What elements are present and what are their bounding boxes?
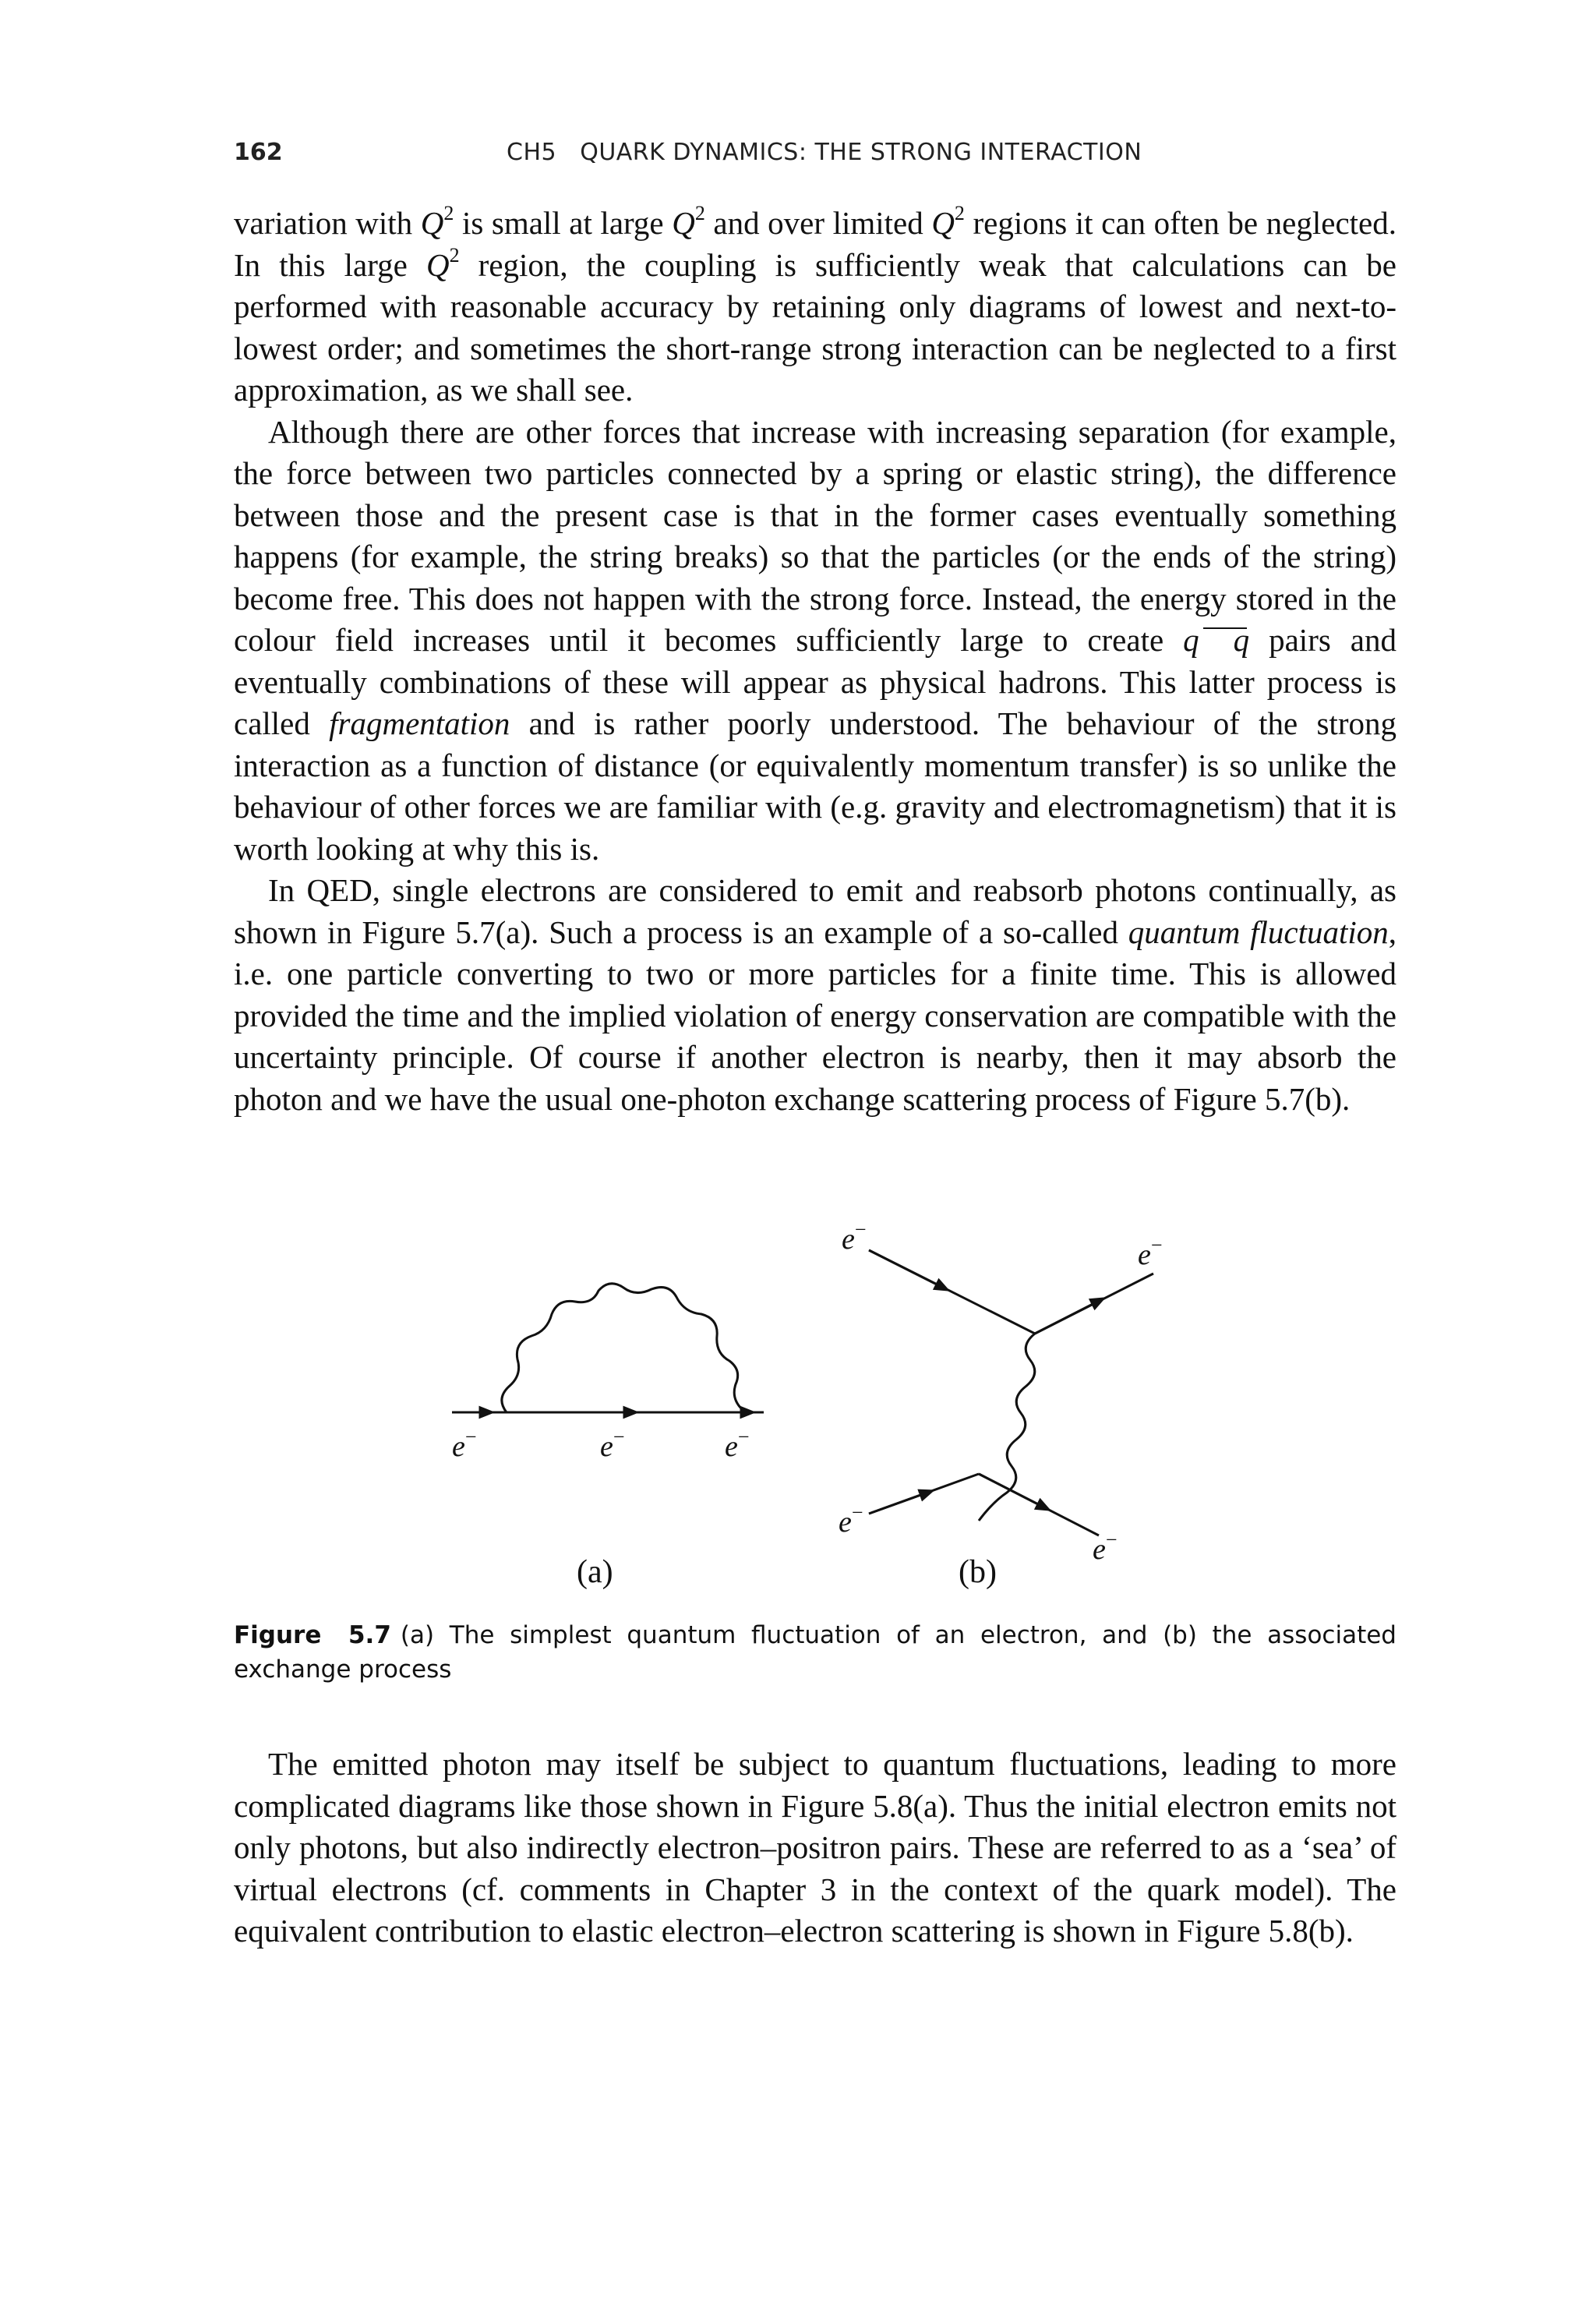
label-b-in-bottom: e− [839,1501,863,1539]
label-a-out: e− [725,1426,750,1463]
body-text-top [234,203,1396,1120]
paragraph-1: variation with $Q^2$ is small at large $Q^2$ and over limited $Q^2$ regions it can often be neglected. In this large $Q^2$ region, the coupling is sufficiently weak that calculations can be performed with reasonable accuracy by retaining only diagrams of lowest and next-to-lowest order; and sometimes the short-range strong interaction can be neglected to a first approximation, as we shall see. [234,202,1397,408]
paragraph-4: The emitted photon may itself be subject to quantum fluctuations, leading to more complicated diagrams like those shown in Figure 5.8(a). Thus the initial electron emits not only photons, but also indirectly electron–positron pairs. These are referred to as a ‘sea’ of virtual electrons (cf. comments in Chapter 3 in the context of the quark model). The equivalent contribution to elastic electron–electron scattering is shown in Figure 5.8(b). [234,1746,1396,1949]
feynman-diagrams [405,1208,1262,1613]
page-number: 162 [234,139,283,166]
label-b-out-top: e− [1138,1234,1163,1271]
label-b-out-bottom: e− [1093,1528,1118,1566]
label-a-mid: e− [600,1426,625,1463]
running-head [234,139,1396,173]
q-bar-symbol: q [1199,620,1250,662]
body-text-bottom [234,1744,1396,1952]
chapter-title: CH5 QUARK DYNAMICS: THE STRONG INTERACTION [507,139,1142,166]
figure-caption [234,1618,1396,1687]
exchanged-photon [979,1334,1035,1521]
label-b-in-top: e− [842,1218,867,1256]
paragraph-3: In QED, single electrons are considered to emit and reabsorb photons continually, as shown in Figure 5.7(a). Such a process is an example of a so-called quantum fluctuation, i.e. one particle converting to two or more particles for a finite time. This is allowed provided the time and the implied violation of energy conservation are compatible with the uncertainty principle. Of course if another electron is nearby, then it may absorb the photon and we have the usual one-photon exchange scattering process of Figure 5.7(b). [234,872,1396,1117]
label-a-in: e− [452,1426,477,1463]
figure-5-7 [405,1208,1262,1613]
panel-a-label: (a) [577,1554,613,1590]
figure-caption-ref: Figure 5.7 [234,1621,391,1649]
term-fragmentation: fragmentation [329,705,510,741]
diagram-b [839,1218,1163,1590]
diagram-a [452,1284,764,1590]
figure-caption-text: (a) The simplest quantum fluctuation of an electron, and (b) the associated exchange process [234,1621,1396,1684]
paragraph-2: Although there are other forces that increase with increasing separation (for example, the force between two particles connected by a spring or elastic string), the difference between those and the present case is that in the former cases eventually something happens (for example, the string breaks) so that the particles (or the ends of the string) become free. This does not happen with the strong force. Instead, the energy stored in the colour field increases until it becomes sufficiently large to create q q pairs and eventually combinations of these will appear as physical hadrons. This latter process is called fragmentation and is rather poorly understood. The behaviour of the strong interaction as a function of distance (or equivalently momentum transfer) is so unlike the behaviour of other forces we are familiar with (e.g. gravity and electromagnetism) that it is worth looking at why this is. [234,413,1396,867]
photon-loop [502,1284,742,1412]
panel-b-label: (b) [959,1554,997,1590]
term-quantum-fluctuation: quantum fluctuation [1128,913,1389,950]
